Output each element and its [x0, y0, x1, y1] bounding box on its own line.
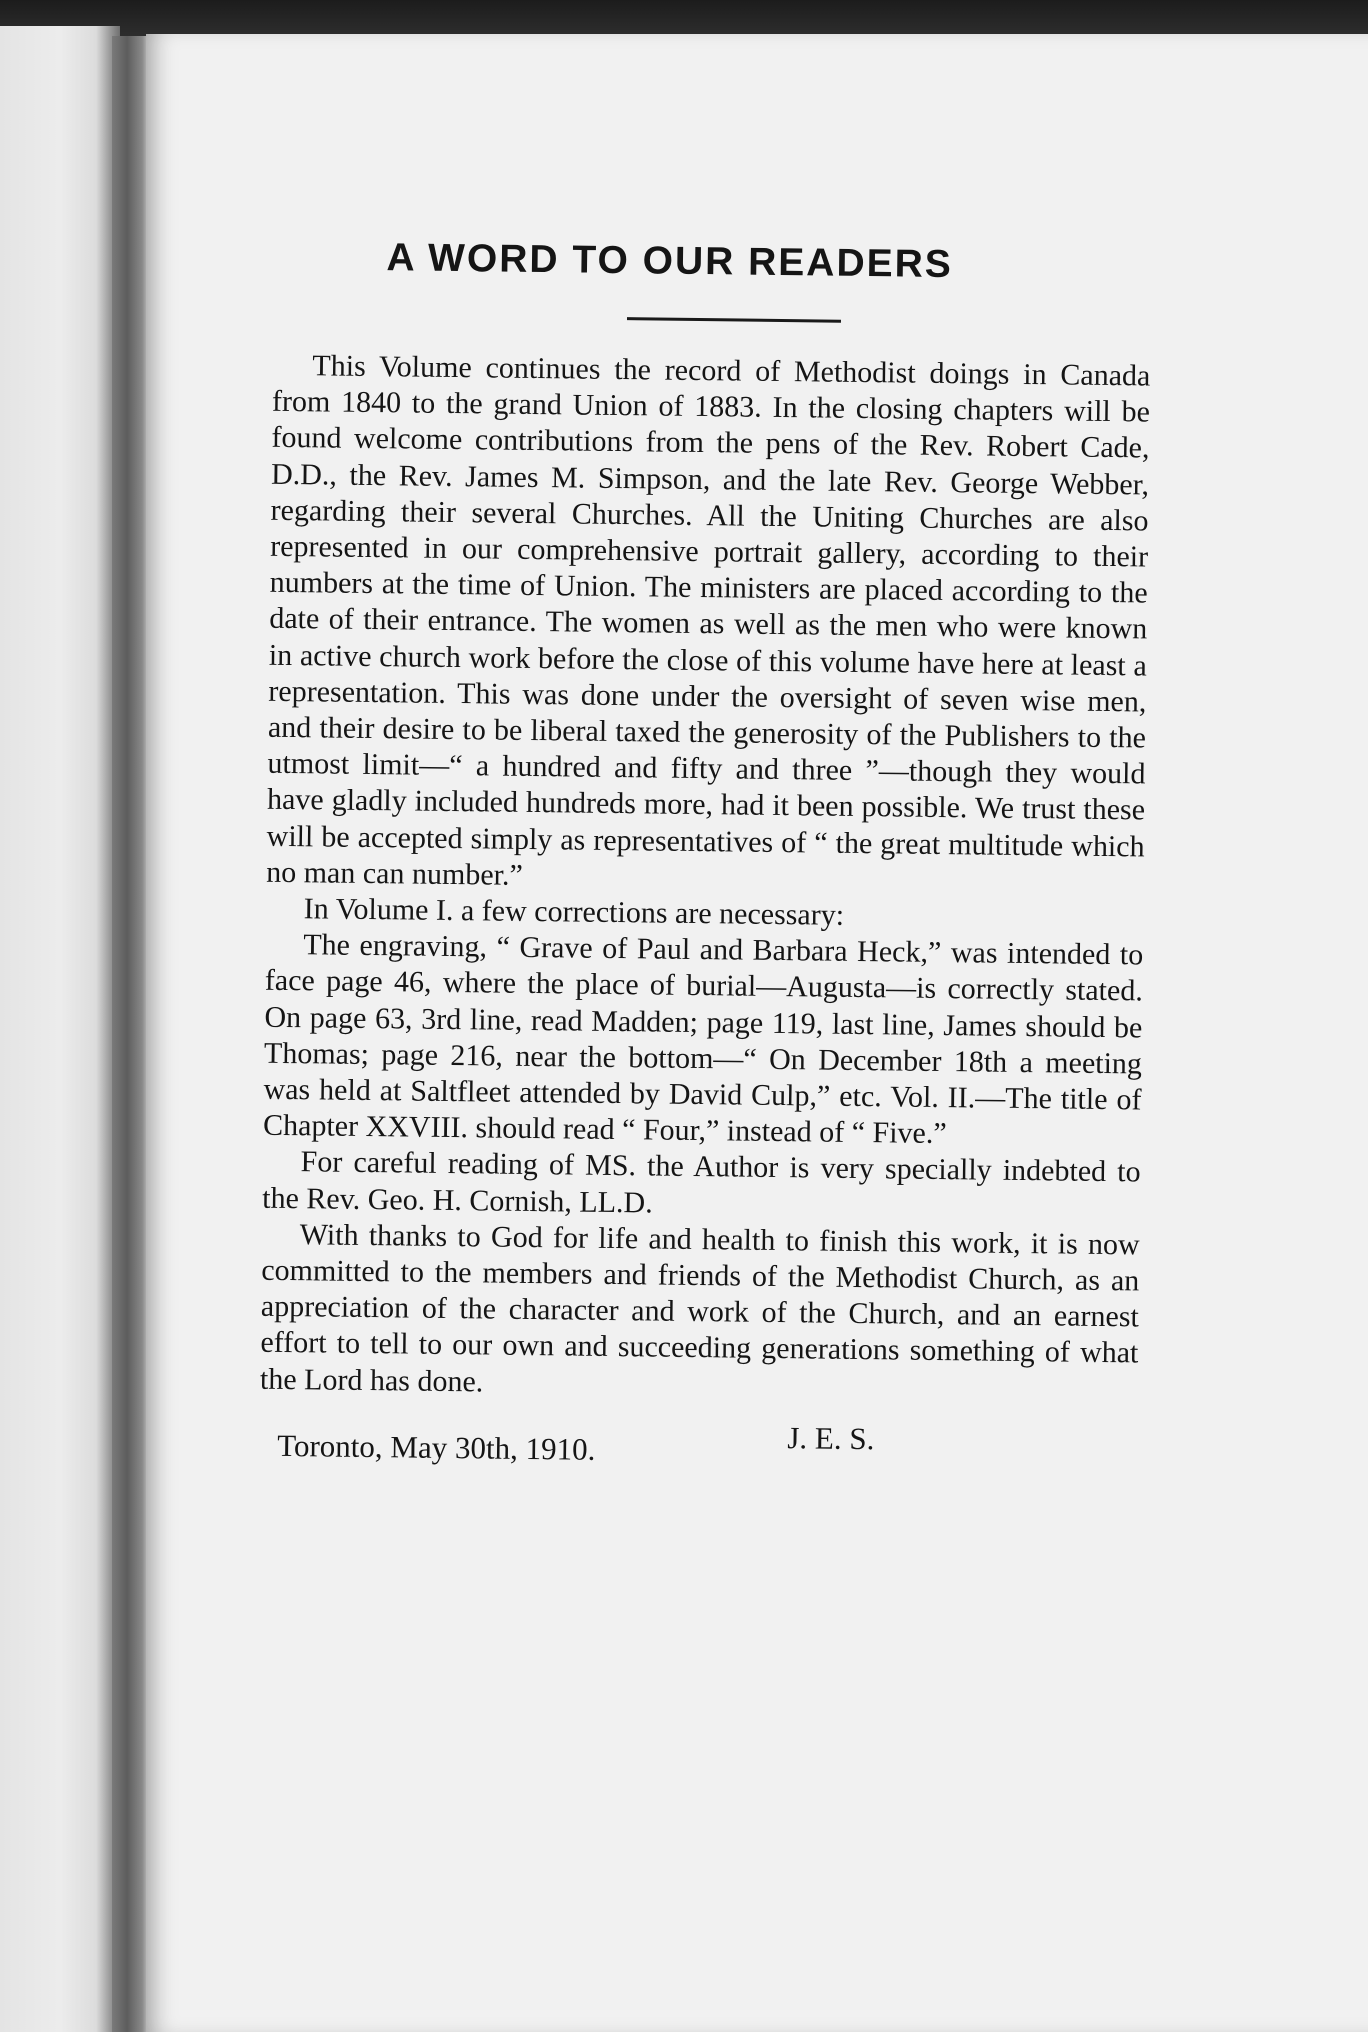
- body-text: [196, 347, 1151, 1408]
- signature-block: [195, 1420, 1135, 1482]
- paragraph-intro: This Volume continues the record of Methodist doings in Canada from 1840 to the grand Union of 1883. In the closing chapters will be found welcome contributions from the pens of the Rev. Robert Cade, D.D., the Rev. James M. Simpson, and the late Rev. George Webber, regarding their several Churches. All the Uniting Churches are also represented in our comprehensive portrait gallery, according to their numbers at the time of Union. The ministers are placed according to the date of their entrance. The women as well as the men who were known in active church work before the close of this volume have here at least a representation. This was done under the oversight of seven wise men, and their desire to be liberal taxed the generosity of the Publishers to the utmost limit—“ a hundred and fifty and three ”—though they would have gladly included hundreds more, had it been possible. We trust these will be accepted simply as representatives of “ the great multitude which no man can number.”: [266, 349, 1151, 892]
- place-date: Toronto, May 30th, 1910.: [276, 1427, 596, 1467]
- facing-page: [0, 26, 120, 2032]
- paragraph-corrections: The engraving, “ Grave of Paul and Barbara Heck,” was intended to face page 46, where the place of burial—Augusta—is correctly stated. On page 63, 3rd line, read Madden; page 119, last line, James should be Thomas; page 216, near the bottom—“ On December 18th a meeting was held at Saltfleet attended by David Culp,” etc. Vol. II.—The title of Chapter XXVIII. should read “ Four,” instead of “ Five.”: [262, 928, 1144, 1151]
- book-page: [146, 34, 1368, 2032]
- book-gutter: [112, 36, 150, 2032]
- page-content: [195, 234, 1151, 1482]
- title-rule: [627, 317, 841, 323]
- paragraph-acknowledgement: For careful reading of MS. the Author is very specially indebted to the Rev. Geo. H. Cornish, LL.D.: [262, 1145, 1141, 1220]
- author-initials: J. E. S.: [787, 1420, 875, 1457]
- paragraph-closing: With thanks to God for life and health to finish this work, it is now committed to the members and friends of the Methodist Church, as an appreciation of the character and work of the Church, and an earnest effort to tell to our own and succeeding generations something of what the Lord has done.: [259, 1218, 1140, 1399]
- page-title: A WORD TO OUR READERS: [386, 236, 954, 287]
- paragraph-corrections-heading: In Volume I. a few corrections are necessary:: [303, 892, 845, 932]
